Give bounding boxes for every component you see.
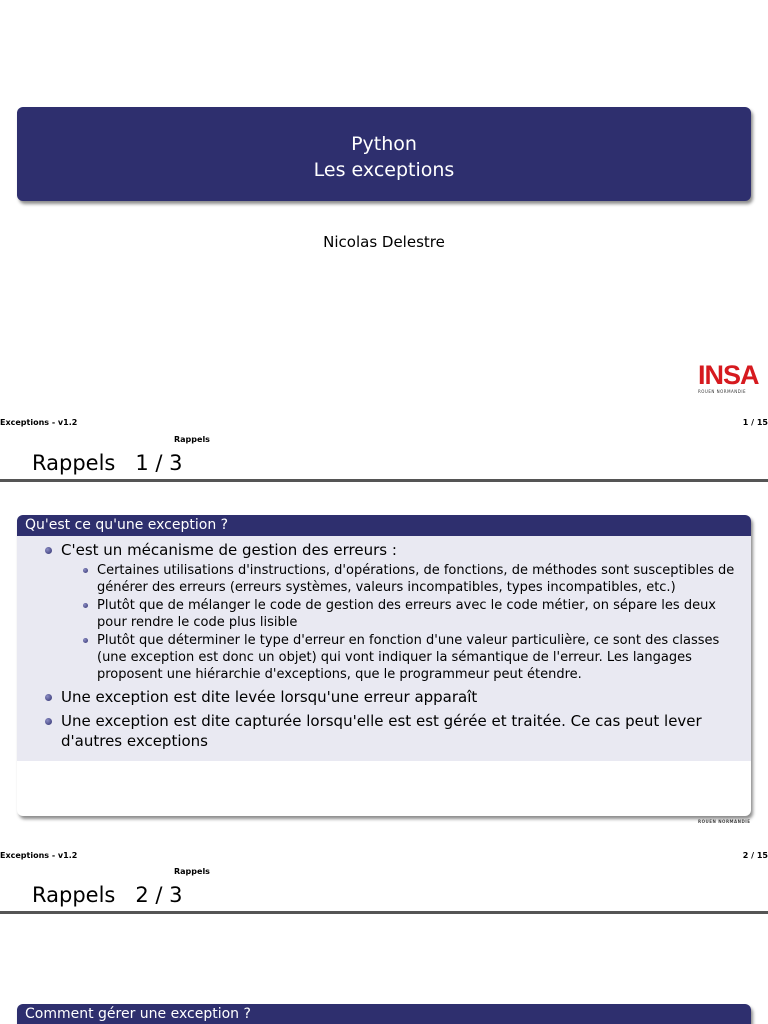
list-item (43, 540, 741, 683)
title-box (17, 107, 751, 201)
bullet-icon (45, 694, 52, 701)
bullet-icon (45, 718, 52, 725)
footer-title: Exceptions - v1.2 (0, 418, 78, 427)
page-number: 1 / 15 (742, 418, 768, 427)
sub-item (81, 597, 741, 631)
frame-title: Rappels 2 / 3 (32, 883, 183, 907)
sub-item-text: Plutôt que de mélanger le code de gestion des erreurs avec le code métier, on sépare les deux pour rendre le code plus lisible (97, 598, 717, 630)
block-body (17, 536, 751, 761)
footer-title: Exceptions - v1.2 (0, 851, 78, 860)
logo-subtext-small: ROUEN NORMANDIE (698, 819, 751, 824)
sub-item-text: Plutôt que déterminer le type d'erreur en fonction d'une valeur particulière, ce sont des classes (une exception est donc un objet) qui vont indiquer la sémantique de l'erreur. Les langages proposent une hiérarchie d'exceptions, que le programmeur peut étendre. (97, 633, 720, 682)
logo-subtext: ROUEN NORMANDIE (698, 389, 747, 394)
logo-text: INSA (698, 360, 759, 390)
frame-title: Rappels 1 / 3 (32, 451, 183, 475)
sub-item (81, 632, 741, 683)
sub-item-text: Certaines utilisations d'instructions, d'opérations, de fonctions, de méthodes sont susceptibles de générer des erreurs (erreurs systèmes, valeurs incompatibles, types incompatibles, etc.) (97, 563, 735, 595)
bullet-icon (83, 568, 88, 573)
bullet-icon (83, 603, 88, 608)
presentation-subtitle: Les exceptions (313, 159, 455, 181)
bullet-icon (45, 547, 52, 554)
bullet-list (43, 540, 741, 751)
item-text: Une exception est dite capturée lorsqu'elle est est gérée et traitée. Ce cas peut lever d'autres exceptions (61, 712, 702, 750)
presentation-title: Python (351, 133, 417, 155)
section-label: Rappels (174, 867, 210, 876)
sub-list (81, 562, 741, 683)
section-label: Rappels (174, 435, 210, 444)
item-text: Une exception est dite levée lorsqu'une erreur apparaît (61, 688, 478, 706)
title-rule (0, 479, 768, 482)
insa-logo (698, 362, 768, 398)
page-number: 2 / 15 (742, 851, 768, 860)
sub-item (81, 562, 741, 596)
handling-block (17, 1004, 751, 1024)
title-rule (0, 911, 768, 914)
item-text: C'est un mécanisme de gestion des erreurs : (61, 541, 397, 559)
block-title: Comment gérer une exception ? (17, 1004, 751, 1024)
author-name: Nicolas Delestre (323, 233, 445, 251)
block-title: Qu'est ce qu'une exception ? (17, 515, 751, 536)
list-item (43, 711, 741, 751)
definition-block (17, 515, 751, 816)
bullet-icon (83, 638, 88, 643)
list-item (43, 687, 741, 707)
